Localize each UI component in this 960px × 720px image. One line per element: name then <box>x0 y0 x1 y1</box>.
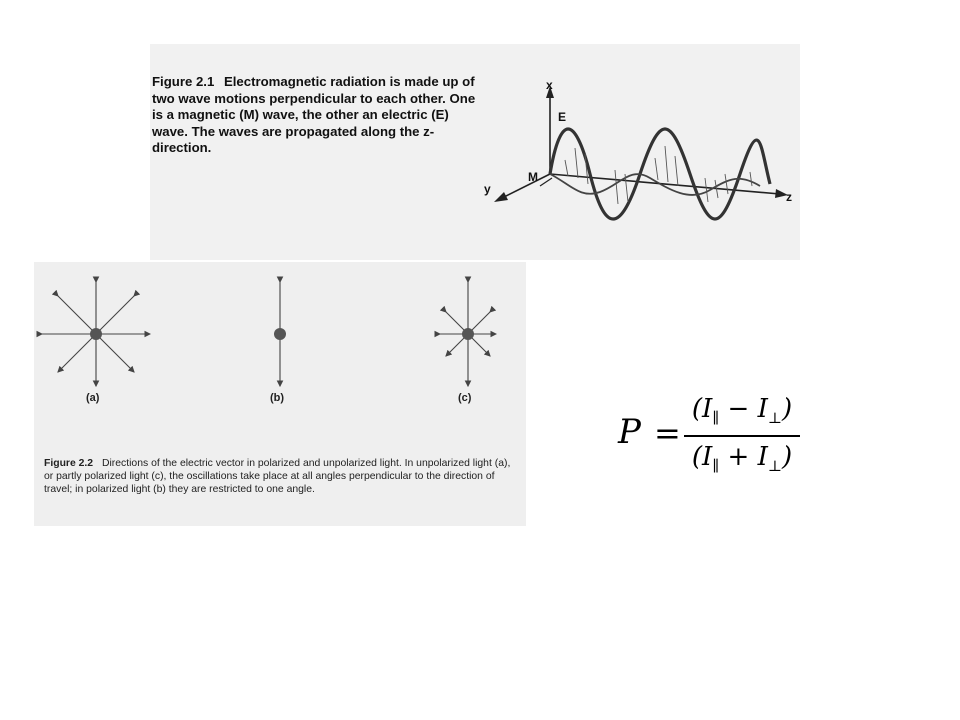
wave-hatching <box>565 146 752 204</box>
z-axis <box>550 174 780 194</box>
y-axis-label: y <box>484 182 491 196</box>
formula-equals: = <box>654 414 681 452</box>
light-source-dot-b <box>274 328 286 340</box>
light-source-dot-a <box>90 328 102 340</box>
x-axis-label: x <box>546 78 553 92</box>
e-label: E <box>558 110 567 124</box>
figure-2-1-number: Figure 2.1 <box>152 74 215 89</box>
figure-2-2-caption <box>44 458 514 496</box>
electric-wave <box>550 129 770 219</box>
label-c: (c) <box>458 392 472 404</box>
formula-numerator <box>682 394 802 427</box>
den-op: + I <box>719 442 768 472</box>
num-close: ) <box>781 394 793 424</box>
em-wave-diagram <box>480 74 800 254</box>
den-sub-parallel: ∥ <box>712 457 720 475</box>
fraction-bar <box>684 435 800 437</box>
formula-lhs: P <box>618 412 641 452</box>
figure-2-2-number: Figure 2.2 <box>44 458 94 469</box>
figure-2-1-caption <box>152 74 482 157</box>
den-open: (I <box>691 442 713 472</box>
polarization-formula <box>618 392 818 488</box>
y-axis <box>500 174 550 199</box>
figure-2-2-caption-text: Directions of the electric vector in polarized and unpolarized light. In unpolarized light (a), or partly polarized light (c), the oscillations take place at all angles perpendicular to the direction of travel; in polarized light (b) they are restricted to one angle. <box>44 458 511 495</box>
y-axis-arrow <box>494 192 508 202</box>
formula-denominator <box>682 442 802 475</box>
num-sub-parallel: ∥ <box>712 409 720 427</box>
figure-2-1 <box>150 44 800 260</box>
num-sub-perp: ⊥ <box>767 409 782 427</box>
den-sub-perp: ⊥ <box>767 457 782 475</box>
m-indicator <box>540 178 552 186</box>
label-b: (b) <box>270 392 285 404</box>
num-op: − I <box>719 394 768 424</box>
figure-2-1-caption-text: Electromagnetic radiation is made up of two wave motions perpendicular to each other. One is a magnetic (M) wave, the other an electric (E) wave. The waves are propagated along the z-direction. <box>152 74 476 156</box>
z-axis-label: z <box>786 190 792 204</box>
m-label: M <box>528 170 538 184</box>
polarization-diagrams <box>34 262 526 452</box>
formula-fraction <box>682 392 802 488</box>
figure-2-2 <box>34 262 526 526</box>
num-open: (I <box>691 394 713 424</box>
label-a: (a) <box>86 392 100 404</box>
den-close: ) <box>781 442 793 472</box>
light-source-dot-c <box>462 328 474 340</box>
